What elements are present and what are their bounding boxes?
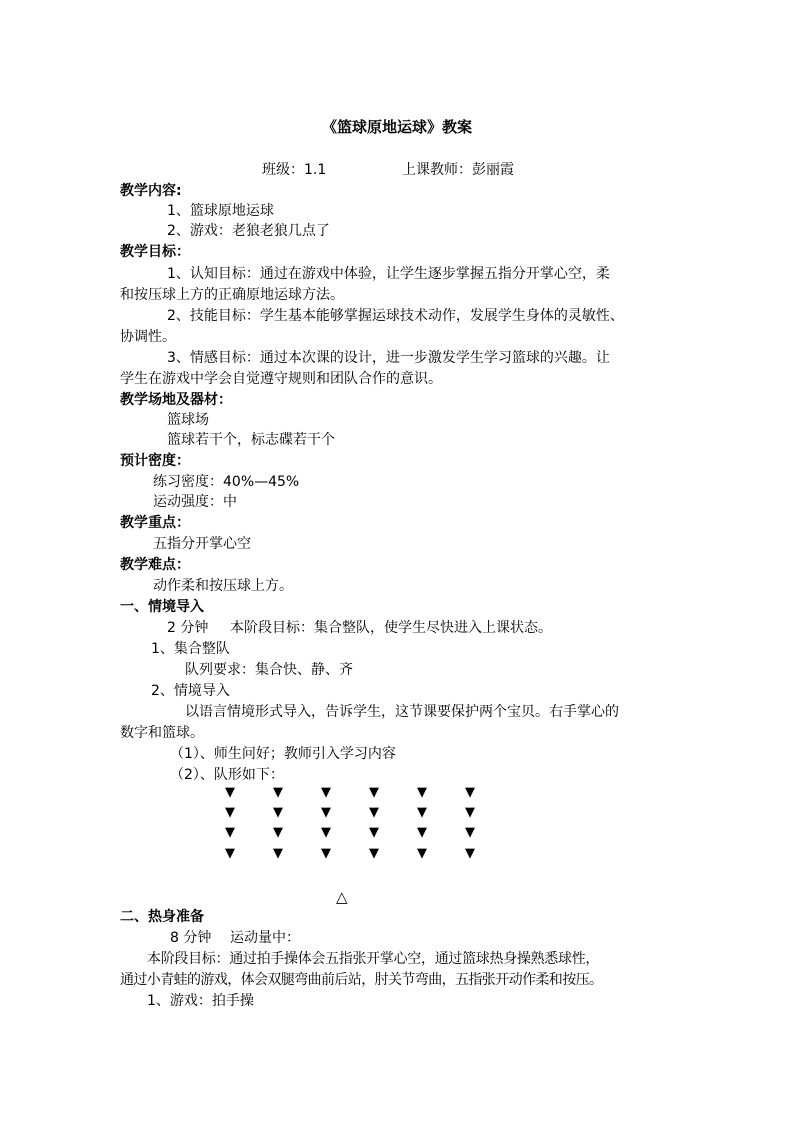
equipment-item: 篮球若干个，标志碟若干个 bbox=[167, 432, 335, 448]
student-marker: ▼ bbox=[225, 785, 235, 800]
student-marker: ▼ bbox=[225, 805, 235, 820]
objective-line: 1、认知目标：通过在游戏中体验，让学生逐步掌握五指分开掌心空，柔 bbox=[167, 266, 610, 282]
class-label: 班级：1.1 bbox=[262, 162, 327, 178]
section-heading-equipment: 教学场地及器材： bbox=[120, 392, 232, 408]
student-marker: ▼ bbox=[321, 785, 331, 800]
student-marker: ▼ bbox=[465, 805, 475, 820]
page-title: 《篮球原地运球》教案 bbox=[322, 118, 473, 136]
student-marker: ▼ bbox=[321, 805, 331, 820]
teacher-label: 上课教师：彭丽霞 bbox=[402, 162, 514, 178]
teacher-marker: △ bbox=[336, 888, 348, 906]
warmup-load: 运动量中： bbox=[230, 930, 300, 946]
intro-sub-text: 以语言情境形式导入，告诉学生，这节课要保护两个宝贝。右手掌心的 bbox=[185, 704, 619, 720]
objective-line: 学生在游戏中学会自觉遵守规则和团队合作的意识。 bbox=[120, 371, 442, 387]
student-marker: ▼ bbox=[273, 846, 283, 861]
student-marker: ▼ bbox=[369, 825, 379, 840]
equipment-item: 篮球场 bbox=[167, 412, 209, 428]
student-marker: ▼ bbox=[273, 805, 283, 820]
student-marker: ▼ bbox=[417, 846, 427, 861]
section-heading-warmup: 二、热身准备 bbox=[120, 909, 204, 925]
student-marker: ▼ bbox=[273, 785, 283, 800]
section-heading-objectives: 教学目标： bbox=[120, 244, 190, 260]
intro-goal: 本阶段目标：集合整队，使学生尽快进入上课状态。 bbox=[230, 620, 552, 636]
student-marker: ▼ bbox=[321, 846, 331, 861]
student-marker: ▼ bbox=[225, 846, 235, 861]
warmup-goal: 通过小青蛙的游戏，体会双腿弯曲前后站，肘关节弯曲，五指张开动作柔和按压。 bbox=[120, 972, 603, 988]
section-heading-intro: 一、情境导入 bbox=[120, 599, 204, 615]
warmup-sub-heading: 1、游戏：拍手操 bbox=[147, 993, 254, 1009]
student-marker: ▼ bbox=[417, 825, 427, 840]
section-heading-difficulty: 教学难点： bbox=[120, 557, 190, 573]
student-marker: ▼ bbox=[465, 846, 475, 861]
student-marker: ▼ bbox=[465, 825, 475, 840]
student-marker: ▼ bbox=[465, 785, 475, 800]
content-item: 2、游戏：老狼老狼几点了 bbox=[167, 223, 330, 239]
content-item: 1、篮球原地运球 bbox=[167, 203, 274, 219]
intro-sub-heading: 1、集合整队 bbox=[151, 641, 230, 657]
student-marker: ▼ bbox=[369, 805, 379, 820]
section-heading-key-point: 教学重点： bbox=[120, 515, 190, 531]
intro-sub-text: 数字和篮球。 bbox=[120, 725, 204, 741]
intro-time: 2 分钟 bbox=[167, 620, 209, 636]
intro-sub-text: 队列要求：集合快、静、齐 bbox=[185, 662, 353, 678]
objective-line: 和按压球上方的正确原地运球方法。 bbox=[120, 287, 344, 303]
student-marker: ▼ bbox=[417, 785, 427, 800]
student-marker: ▼ bbox=[225, 825, 235, 840]
warmup-time: 8 分钟 bbox=[170, 930, 212, 946]
key-point-text: 五指分开掌心空 bbox=[153, 536, 251, 552]
student-marker: ▼ bbox=[369, 785, 379, 800]
intro-step: （1）、师生问好；教师引入学习内容 bbox=[170, 746, 396, 762]
warmup-goal: 本阶段目标：通过拍手操体会五指张开掌心空，通过篮球热身操熟悉球性， bbox=[147, 951, 600, 967]
density-item: 练习密度：40%—45% bbox=[153, 474, 300, 490]
objective-line: 2、技能目标：学生基本能够掌握运球技术动作，发展学生身体的灵敏性、 bbox=[167, 308, 624, 324]
student-marker: ▼ bbox=[273, 825, 283, 840]
student-marker: ▼ bbox=[369, 846, 379, 861]
intro-step: （2）、队形如下： bbox=[170, 767, 284, 783]
difficulty-text: 动作柔和按压球上方。 bbox=[153, 578, 293, 594]
section-heading-density: 预计密度： bbox=[120, 453, 190, 469]
intro-sub-heading: 2、情境导入 bbox=[151, 683, 230, 699]
objective-line: 3、情感目标：通过本次课的设计，进一步激发学生学习篮球的兴趣。让 bbox=[167, 350, 610, 366]
section-heading-content: 教学内容: bbox=[120, 183, 182, 199]
intensity-item: 运动强度：中 bbox=[153, 494, 237, 510]
objective-line: 协调性。 bbox=[120, 329, 176, 345]
student-marker: ▼ bbox=[417, 805, 427, 820]
student-marker: ▼ bbox=[321, 825, 331, 840]
